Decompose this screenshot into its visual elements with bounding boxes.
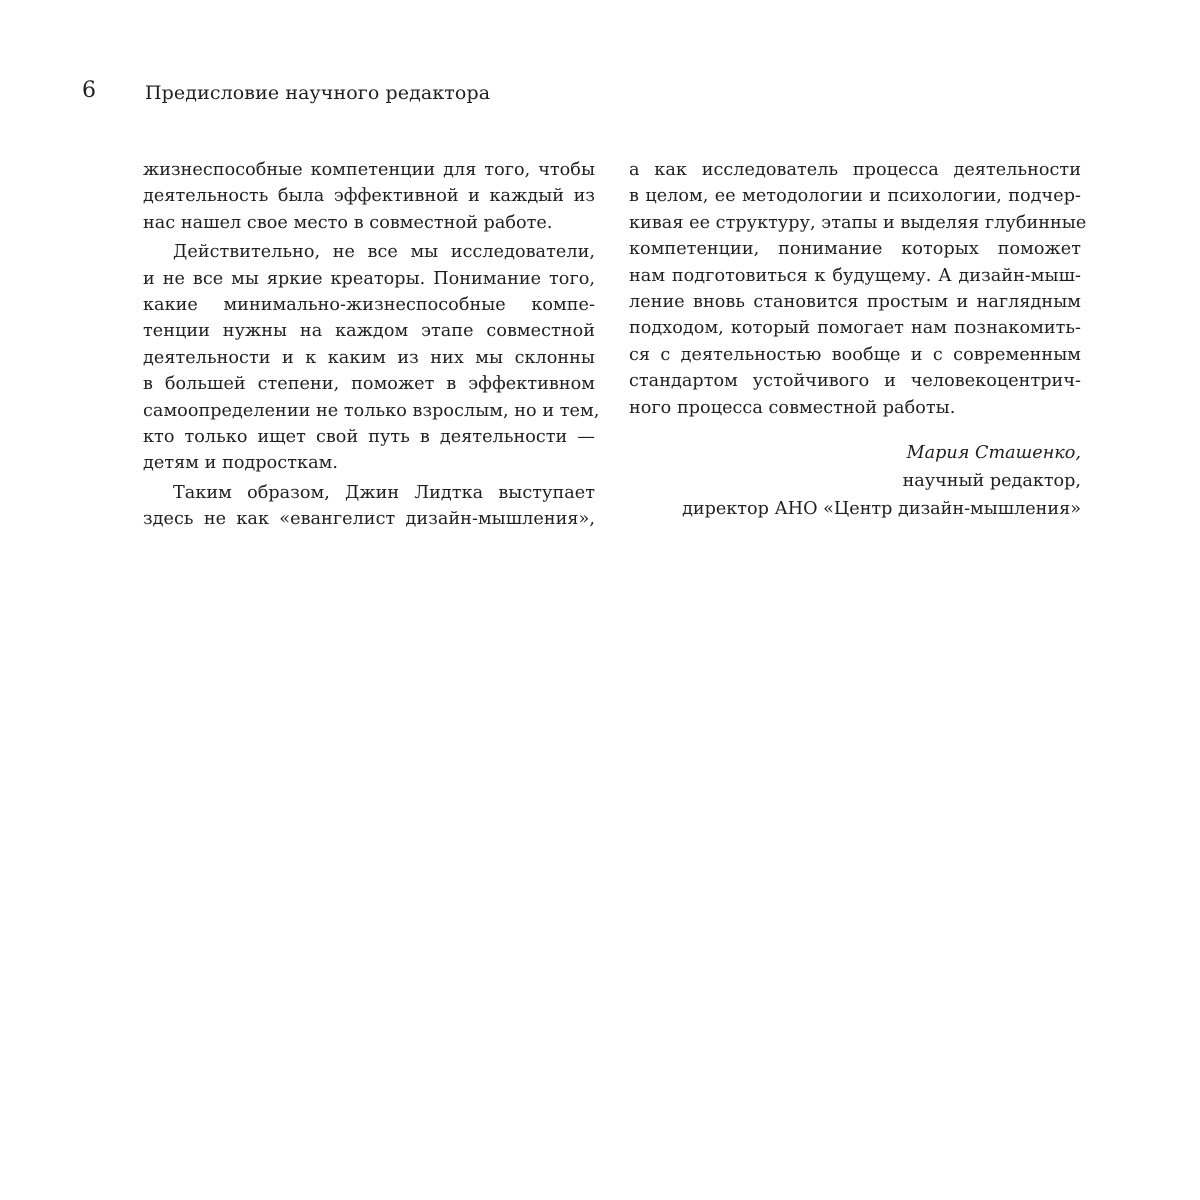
text-line: в большей степени, поможет в эффективном [143, 374, 595, 395]
text-line: кто только ищет свой путь в деятельности — [143, 426, 595, 447]
text-line: и не все мы яркие креаторы. Понимание того, [143, 268, 595, 289]
text-line: Действительно, не все мы исследователи, [173, 242, 595, 263]
text-line: здесь не как «евангелист дизайн-мышления», [143, 509, 595, 530]
text-line: самоопределении не только взрослым, но и тем, [143, 400, 600, 421]
text-line: нас нашел свое место в совместной работе. [143, 212, 553, 233]
text-line: а как исследователь процесса деятельности [629, 160, 1081, 180]
text-line: жизнеспособные компетенции для того, чтобы [143, 160, 595, 180]
running-header-title: Предисловие научного редактора [145, 82, 491, 104]
text-line: детям и подросткам. [143, 453, 338, 474]
left-text-column [143, 157, 600, 532]
text-line: ся с деятельностью вообще и с современным [629, 344, 1081, 365]
text-line: Таким образом, Джин Лидтка выступает [173, 482, 595, 503]
page-number: 6 [82, 78, 96, 103]
right-text-column [629, 157, 1087, 421]
text-line: какие минимально-жизнеспособные компе- [143, 294, 595, 315]
text-line: стандартом устойчивого и человекоцентрич- [629, 371, 1081, 392]
paragraph-continued [629, 157, 1087, 421]
paragraph-2 [143, 239, 600, 477]
text-line: кивая ее структуру, этапы и выделяя глубинные [629, 212, 1087, 233]
text-line: подходом, который помогает нам познакомить- [629, 318, 1081, 339]
paragraph-1 [143, 157, 595, 236]
text-line: нам подготовиться к будущему. А дизайн-мыш- [629, 265, 1081, 286]
signature-name: Мария Сташенко, [906, 443, 1081, 463]
editor-signature [601, 439, 1081, 523]
text-line: деятельности и к каким из них мы склонны [143, 347, 595, 368]
text-line: в целом, ее методологии и психологии, подчер- [629, 186, 1081, 207]
paragraph-3 [143, 480, 595, 533]
signature-role: научный редактор, [902, 471, 1081, 491]
text-line: компетенции, понимание которых поможет [629, 239, 1081, 260]
text-line: ного процесса совместной работы. [629, 397, 956, 418]
signature-organization: директор АНО «Центр дизайн-мышления» [682, 499, 1081, 519]
text-line: деятельность была эффективной и каждый из [143, 186, 595, 207]
text-line: ление вновь становится простым и наглядным [629, 291, 1081, 312]
text-line: тенции нужны на каждом этапе совместной [143, 321, 595, 342]
